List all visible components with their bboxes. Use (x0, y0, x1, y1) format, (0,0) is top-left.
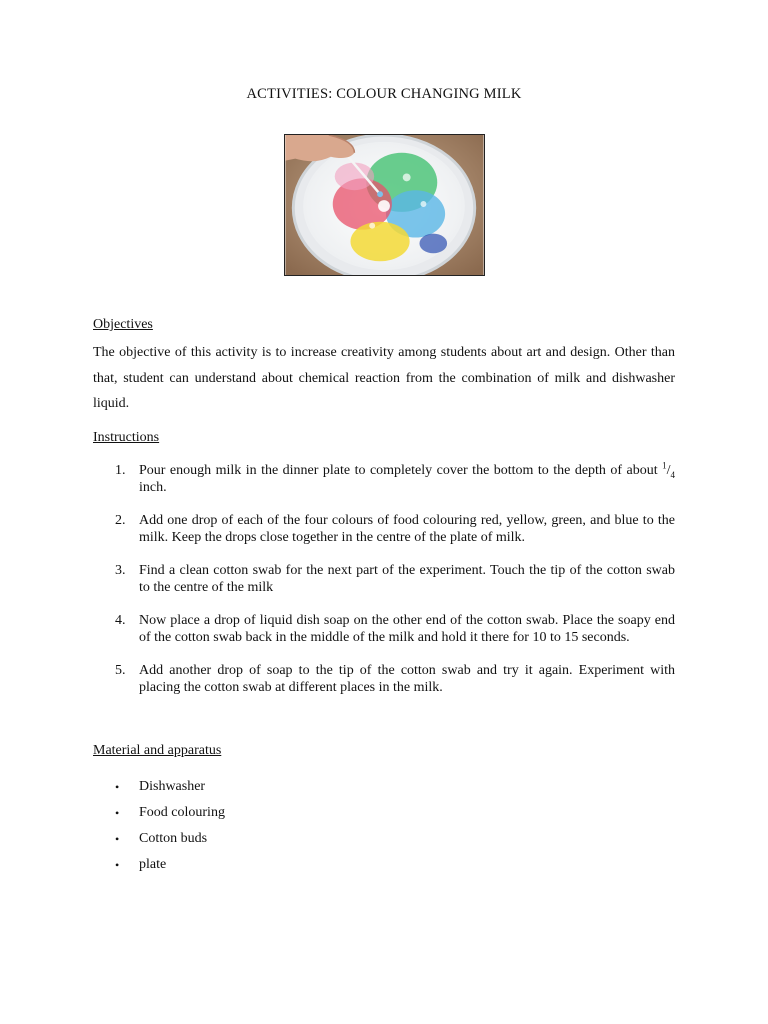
material-item (93, 777, 225, 803)
bullet-icon: • (115, 806, 120, 820)
milk-experiment-photo (284, 134, 485, 276)
instruction-text: Find a clean cotton swab for the next part of the experiment. Touch the tip of the cotton swab to the centre of the milk (139, 563, 675, 595)
milk-experiment-image (285, 135, 484, 275)
instruction-text-end: inch. (139, 480, 167, 495)
instruction-item (93, 662, 675, 696)
fraction-numerator: 1 (662, 460, 667, 471)
instruction-item (93, 612, 675, 646)
material-item (93, 855, 225, 881)
instruction-number: 5. (115, 663, 126, 678)
material-label: Dishwasher (139, 779, 206, 794)
page-title: ACTIVITIES: COLOUR CHANGING MILK (246, 86, 522, 102)
instruction-text: Now place a drop of liquid dish soap on the other end of the cotton swab. Place the soapy end of the cotton swab back in the middle of the milk and hold it there for 10 to 15 seconds. (139, 613, 675, 645)
instruction-item (93, 512, 675, 546)
objectives-heading: Objectives (93, 317, 153, 332)
bullet-icon: • (115, 780, 120, 794)
bullet-icon: • (115, 858, 120, 872)
instruction-number: 4. (115, 613, 126, 628)
instruction-number: 3. (115, 563, 126, 578)
instruction-text: Add another drop of soap to the tip of the cotton swab and try it again. Experiment with placing the cotton swab at different places in the milk. (139, 663, 675, 695)
materials-heading: Material and apparatus (93, 743, 222, 758)
material-label: plate (139, 857, 167, 872)
material-label: Cotton buds (139, 831, 208, 846)
instructions-heading: Instructions (93, 430, 160, 445)
objectives-text: The objective of this activity is to increase creativity among students about art and design. Other than that, student can understand about chemical reaction from the combination of milk and dishwasher liquid. (93, 345, 675, 411)
instruction-text: Pour enough milk in the dinner plate to completely cover the bottom to the depth of about (139, 463, 663, 478)
material-item (93, 829, 225, 855)
instruction-item (93, 562, 675, 596)
instruction-number: 1. (115, 463, 126, 478)
bullet-icon: • (115, 832, 120, 846)
instruction-text: Add one drop of each of the four colours of food colouring red, yellow, green, and blue to the milk. Keep the drops close together in the centre of the plate of milk. (139, 513, 675, 545)
instruction-number: 2. (115, 513, 126, 528)
instruction-item: 1. Pour enough milk in the dinner plate to completely cover the bottom to the depth of about $^1/_4$ inch. (115, 460, 675, 495)
fraction-denominator: 4 (670, 469, 675, 480)
instructions-list (93, 462, 675, 696)
material-item (93, 803, 225, 829)
materials-list (93, 777, 225, 881)
material-label: Food colouring (139, 805, 225, 820)
